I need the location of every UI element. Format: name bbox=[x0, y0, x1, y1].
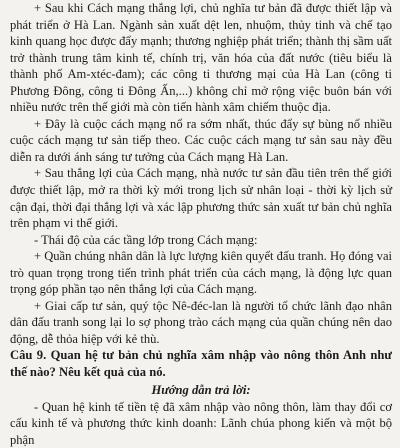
answer-heading: Hướng dẫn trả lời: bbox=[151, 382, 251, 397]
answer-paragraph-1: - Quan hệ kinh tế tiền tệ đã xâm nhập vào nông thôn, làm thay đổi cơ cấu kinh tế và phương thức kinh doanh: Lãnh chúa phong kiến và một bộ phận bbox=[10, 399, 392, 447]
paragraph-3: + Sau thắng lợi của Cách mạng, nhà nước tư sản đầu tiên trên thế giới được thiết lập, mở ra thời kỳ mới trong lịch sử nhân loại - thời kỳ lịch sử cận đại, thời đại thắng lợi và xác lập phương thức sản xuất tư bản chủ nghĩa trên phạm vi thế giới. bbox=[10, 166, 392, 231]
question-heading: Câu 9. Quan hệ tư bản chủ nghĩa xâm nhập vào nông thôn Anh như thế nào? Nêu kết quả của nó. bbox=[10, 348, 392, 380]
paragraph-2: + Đây là cuộc cách mạng nổ ra sớm nhất, thúc đẩy sự bùng nổ nhiều cuộc cách mạng tư sản tiếp theo. Các cuộc cách mạng tư sản sau này đều diễn ra dưới ánh sáng tư tưởng của Cách mạng Hà Lan. bbox=[10, 116, 392, 164]
paragraph-1: + Sau khi Cách mạng thắng lợi, chủ nghĩa tư bản đã được thiết lập và phát triển ở Hà Lan. Ngành sản xuất dệt len, nhuộm, thủy tinh và chế tạo kinh quang học được đẩy mạnh; thương nghiệp phát triển; thành thị sầm uất trở thành trung tâm kinh tế, chính trị, văn hóa của đất nước (tiêu biểu là thành phố Am-xtéc-đam); các công ti thương mại của Hà Lan (công ti Phương Đông, công ti Đông Ấn,...) không chỉ mở rộng việc buôn bán với nhiều nước trên thế giới mà còn tiến hành xâm chiếm thuộc địa. bbox=[10, 1, 392, 115]
paragraph-6: + Giai cấp tư sản, quý tộc Nê-đéc-lan là người tổ chức lãnh đạo nhân dân đấu tranh song lại lo sợ phong trào cách mạng của quần chúng nên dao động, dễ thỏa hiệp với kẻ thù. bbox=[10, 298, 392, 346]
paragraph-5: + Quần chúng nhân dân là lực lượng kiên quyết đấu tranh. Họ đóng vai trò quan trọng trong tiến trình phát triển của cách mạng, là động lực quan trọng góp phần tạo nên thắng lợi của Cách mạng. bbox=[10, 249, 392, 297]
paragraph-4: - Thái độ của các tầng lớp trong Cách mạng: bbox=[34, 232, 258, 247]
